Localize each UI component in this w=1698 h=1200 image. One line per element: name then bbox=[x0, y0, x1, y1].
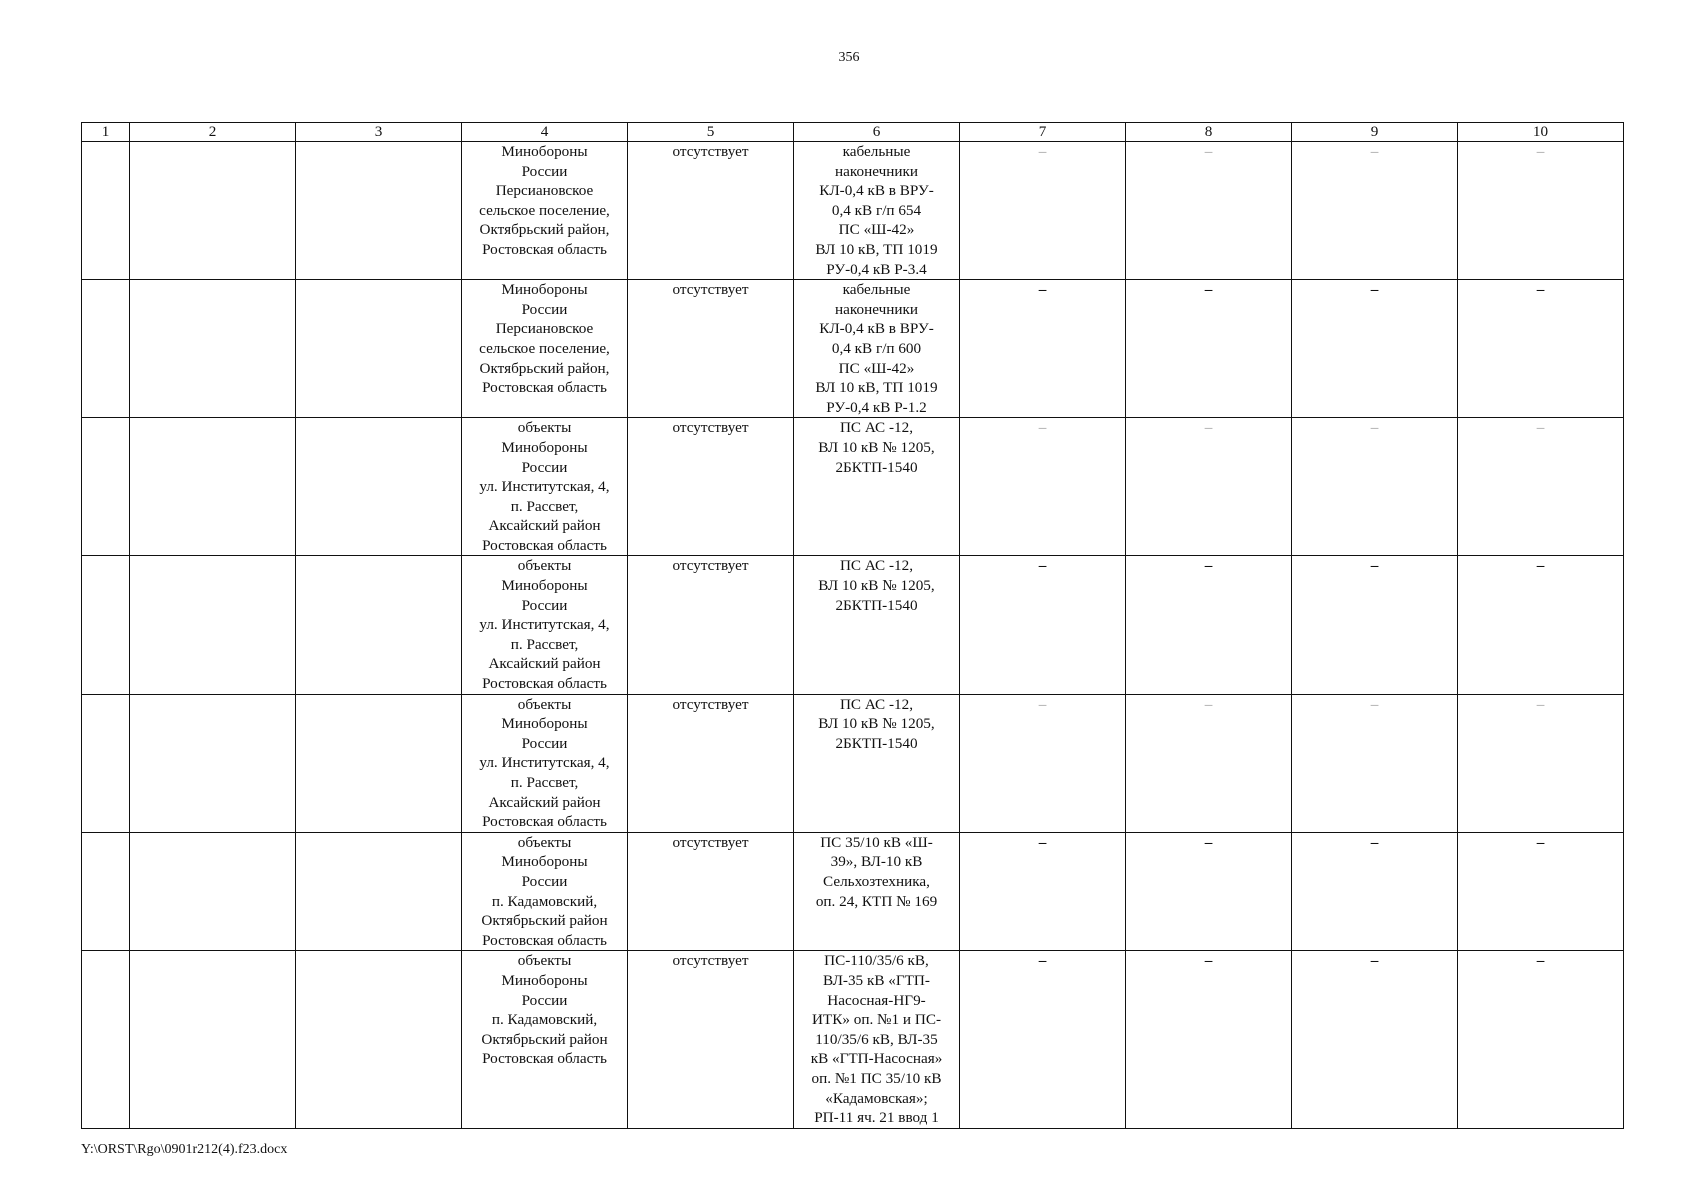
dash-mark: – bbox=[1370, 143, 1379, 160]
dash-mark: – bbox=[1370, 419, 1379, 437]
cell-connection-point-text: ПС 35/10 кВ «Ш- 39», ВЛ-10 кВ Сельхозтехника, оп. 24, КТП № 169 bbox=[815, 833, 938, 910]
cell-col1-empty bbox=[82, 280, 130, 418]
dash-mark: – bbox=[1204, 695, 1213, 713]
dash-mark: – bbox=[1038, 419, 1047, 437]
dash-mark: – bbox=[1038, 695, 1047, 713]
cell-col9 bbox=[1292, 556, 1458, 694]
dash-mark: – bbox=[1536, 143, 1545, 160]
dash-mark: – bbox=[1204, 833, 1213, 851]
cell-object-address bbox=[462, 832, 628, 951]
cell-col8 bbox=[1126, 694, 1292, 832]
column-header-6: 6 bbox=[794, 123, 960, 142]
cell-col1-empty bbox=[82, 418, 130, 556]
cell-col10 bbox=[1458, 556, 1624, 694]
dash-mark: – bbox=[1370, 557, 1379, 575]
table-row bbox=[82, 694, 1624, 832]
cell-connection-point bbox=[794, 832, 960, 951]
cell-col9 bbox=[1292, 280, 1458, 418]
cell-col2-empty bbox=[130, 556, 296, 694]
cell-connection-point bbox=[794, 694, 960, 832]
cell-object-address-text: объекты Минобороны России п. Кадамовский, Октябрьский район Ростовская область bbox=[481, 833, 608, 949]
cell-connection-point-text: кабельные наконечники КЛ-0,4 кВ в ВРУ- 0,4 кВ г/п 654 ПС «Ш-42» ВЛ 10 кВ, ТП 1019 РУ-0,4 кВ Р-3.4 bbox=[815, 143, 938, 278]
cell-status-text: отсутствует bbox=[672, 952, 749, 970]
cell-col9 bbox=[1292, 142, 1458, 280]
cell-object-address bbox=[462, 280, 628, 418]
cell-col8 bbox=[1126, 556, 1292, 694]
dash-mark: – bbox=[1536, 695, 1545, 713]
cell-status bbox=[628, 418, 794, 556]
cell-object-address bbox=[462, 694, 628, 832]
cell-status-text: отсутствует bbox=[672, 281, 749, 299]
column-header-10: 10 bbox=[1458, 123, 1624, 142]
table-row bbox=[82, 951, 1624, 1128]
dash-mark: – bbox=[1038, 833, 1047, 851]
cell-col3-empty bbox=[296, 142, 462, 280]
cell-object-address-text: объекты Минобороны России ул. Институтская, 4, п. Рассвет, Аксайский район Ростовская область bbox=[479, 695, 610, 831]
cell-col2-empty bbox=[130, 280, 296, 418]
dash-mark: – bbox=[1204, 952, 1213, 970]
cell-col3-empty bbox=[296, 951, 462, 1128]
cell-col10 bbox=[1458, 418, 1624, 556]
cell-object-address-text: Минобороны России Персиановское сельское поселение, Октябрьский район, Ростовская область bbox=[479, 143, 610, 258]
cell-connection-point bbox=[794, 556, 960, 694]
column-header-1: 1 bbox=[82, 123, 130, 142]
cell-col8 bbox=[1126, 832, 1292, 951]
cell-col2-empty bbox=[130, 142, 296, 280]
dash-mark: – bbox=[1370, 952, 1379, 970]
cell-object-address bbox=[462, 142, 628, 280]
cell-col7 bbox=[960, 556, 1126, 694]
cell-status bbox=[628, 832, 794, 951]
dash-mark: – bbox=[1204, 419, 1213, 437]
cell-col3-empty bbox=[296, 418, 462, 556]
cell-col3-empty bbox=[296, 694, 462, 832]
dash-mark: – bbox=[1370, 281, 1379, 299]
cell-object-address-text: объекты Минобороны России ул. Институтская, 4, п. Рассвет, Аксайский район Ростовская область bbox=[479, 557, 610, 693]
cell-col3-empty bbox=[296, 832, 462, 951]
table-row bbox=[82, 556, 1624, 694]
dash-mark: – bbox=[1038, 143, 1047, 160]
dash-mark: – bbox=[1038, 281, 1047, 299]
cell-col7 bbox=[960, 832, 1126, 951]
cell-connection-point bbox=[794, 280, 960, 418]
cell-col1-empty bbox=[82, 694, 130, 832]
cell-col8 bbox=[1126, 951, 1292, 1128]
column-header-2: 2 bbox=[130, 123, 296, 142]
cell-col8 bbox=[1126, 280, 1292, 418]
cell-object-address bbox=[462, 951, 628, 1128]
data-table bbox=[81, 122, 1624, 1129]
cell-status bbox=[628, 951, 794, 1128]
dash-mark: – bbox=[1204, 281, 1213, 299]
cell-col8 bbox=[1126, 418, 1292, 556]
cell-col7 bbox=[960, 418, 1126, 556]
cell-col3-empty bbox=[296, 556, 462, 694]
cell-col7 bbox=[960, 694, 1126, 832]
cell-col8 bbox=[1126, 142, 1292, 280]
cell-col10 bbox=[1458, 142, 1624, 280]
cell-object-address-text: объекты Минобороны России п. Кадамовский, Октябрьский район Ростовская область bbox=[481, 952, 608, 1068]
cell-col1-empty bbox=[82, 832, 130, 951]
table-row bbox=[82, 832, 1624, 951]
cell-status-text: отсутствует bbox=[672, 833, 749, 851]
dash-mark: – bbox=[1204, 557, 1213, 575]
cell-object-address bbox=[462, 418, 628, 556]
cell-connection-point bbox=[794, 142, 960, 280]
cell-col2-empty bbox=[130, 418, 296, 556]
dash-mark: – bbox=[1536, 281, 1545, 299]
cell-col9 bbox=[1292, 832, 1458, 951]
cell-object-address-text: объекты Минобороны России ул. Институтская, 4, п. Рассвет, Аксайский район Ростовская область bbox=[479, 419, 610, 554]
cell-col10 bbox=[1458, 694, 1624, 832]
footer-file-path: Y:\ORST\Rgo\0901r212(4).f23.docx bbox=[81, 1142, 288, 1157]
cell-connection-point-text: ПС-110/35/6 кВ, ВЛ-35 кВ «ГТП- Насосная-НГ9- ИТК» оп. №1 и ПС- 110/35/6 кВ, ВЛ-35 кВ «ГТП-Насосная» оп. №1 ПС 35/10 кВ «Кадамовская»; РП-11 яч. 21 ввод 1 bbox=[810, 952, 943, 1127]
table-row bbox=[82, 142, 1624, 280]
column-header-4: 4 bbox=[462, 123, 628, 142]
table-row bbox=[82, 418, 1624, 556]
cell-col1-empty bbox=[82, 556, 130, 694]
cell-col2-empty bbox=[130, 951, 296, 1128]
column-header-5: 5 bbox=[628, 123, 794, 142]
cell-status-text: отсутствует bbox=[672, 557, 749, 575]
column-header-3: 3 bbox=[296, 123, 462, 142]
cell-connection-point bbox=[794, 951, 960, 1128]
cell-connection-point bbox=[794, 418, 960, 556]
dash-mark: – bbox=[1204, 143, 1213, 160]
cell-col10 bbox=[1458, 280, 1624, 418]
cell-col3-empty bbox=[296, 280, 462, 418]
cell-status bbox=[628, 280, 794, 418]
dash-mark: – bbox=[1536, 952, 1545, 970]
cell-connection-point-text: ПС АС -12, ВЛ 10 кВ № 1205, 2БКТП-1540 bbox=[818, 557, 935, 614]
cell-col9 bbox=[1292, 694, 1458, 832]
dash-mark: – bbox=[1370, 833, 1379, 851]
cell-col7 bbox=[960, 951, 1126, 1128]
dash-mark: – bbox=[1370, 695, 1379, 713]
cell-status bbox=[628, 694, 794, 832]
cell-col2-empty bbox=[130, 832, 296, 951]
column-header-9: 9 bbox=[1292, 123, 1458, 142]
cell-object-address-text: Минобороны России Персиановское сельское поселение, Октябрьский район, Ростовская область bbox=[479, 281, 610, 397]
dash-mark: – bbox=[1038, 557, 1047, 575]
table-row bbox=[82, 280, 1624, 418]
cell-col9 bbox=[1292, 951, 1458, 1128]
cell-col1-empty bbox=[82, 142, 130, 280]
cell-col1-empty bbox=[82, 951, 130, 1128]
cell-connection-point-text: ПС АС -12, ВЛ 10 кВ № 1205, 2БКТП-1540 bbox=[818, 695, 935, 752]
cell-connection-point-text: ПС АС -12, ВЛ 10 кВ № 1205, 2БКТП-1540 bbox=[818, 419, 935, 476]
column-number-row bbox=[82, 123, 1624, 142]
column-header-7: 7 bbox=[960, 123, 1126, 142]
cell-status-text: отсутствует bbox=[672, 143, 749, 160]
cell-col10 bbox=[1458, 832, 1624, 951]
cell-status bbox=[628, 142, 794, 280]
cell-status-text: отсутствует bbox=[672, 695, 749, 713]
cell-status bbox=[628, 556, 794, 694]
cell-col7 bbox=[960, 142, 1126, 280]
dash-mark: – bbox=[1038, 952, 1047, 970]
dash-mark: – bbox=[1536, 419, 1545, 437]
cell-object-address bbox=[462, 556, 628, 694]
dash-mark: – bbox=[1536, 557, 1545, 575]
page-number: 356 bbox=[838, 50, 860, 65]
dash-mark: – bbox=[1536, 833, 1545, 851]
cell-status-text: отсутствует bbox=[672, 419, 749, 437]
cell-col9 bbox=[1292, 418, 1458, 556]
cell-col7 bbox=[960, 280, 1126, 418]
cell-connection-point-text: кабельные наконечники КЛ-0,4 кВ в ВРУ- 0,4 кВ г/п 600 ПС «Ш-42» ВЛ 10 кВ, ТП 1019 РУ-0,4 кВ Р-1.2 bbox=[815, 281, 938, 416]
cell-col2-empty bbox=[130, 694, 296, 832]
column-header-8: 8 bbox=[1126, 123, 1292, 142]
cell-col10 bbox=[1458, 951, 1624, 1128]
